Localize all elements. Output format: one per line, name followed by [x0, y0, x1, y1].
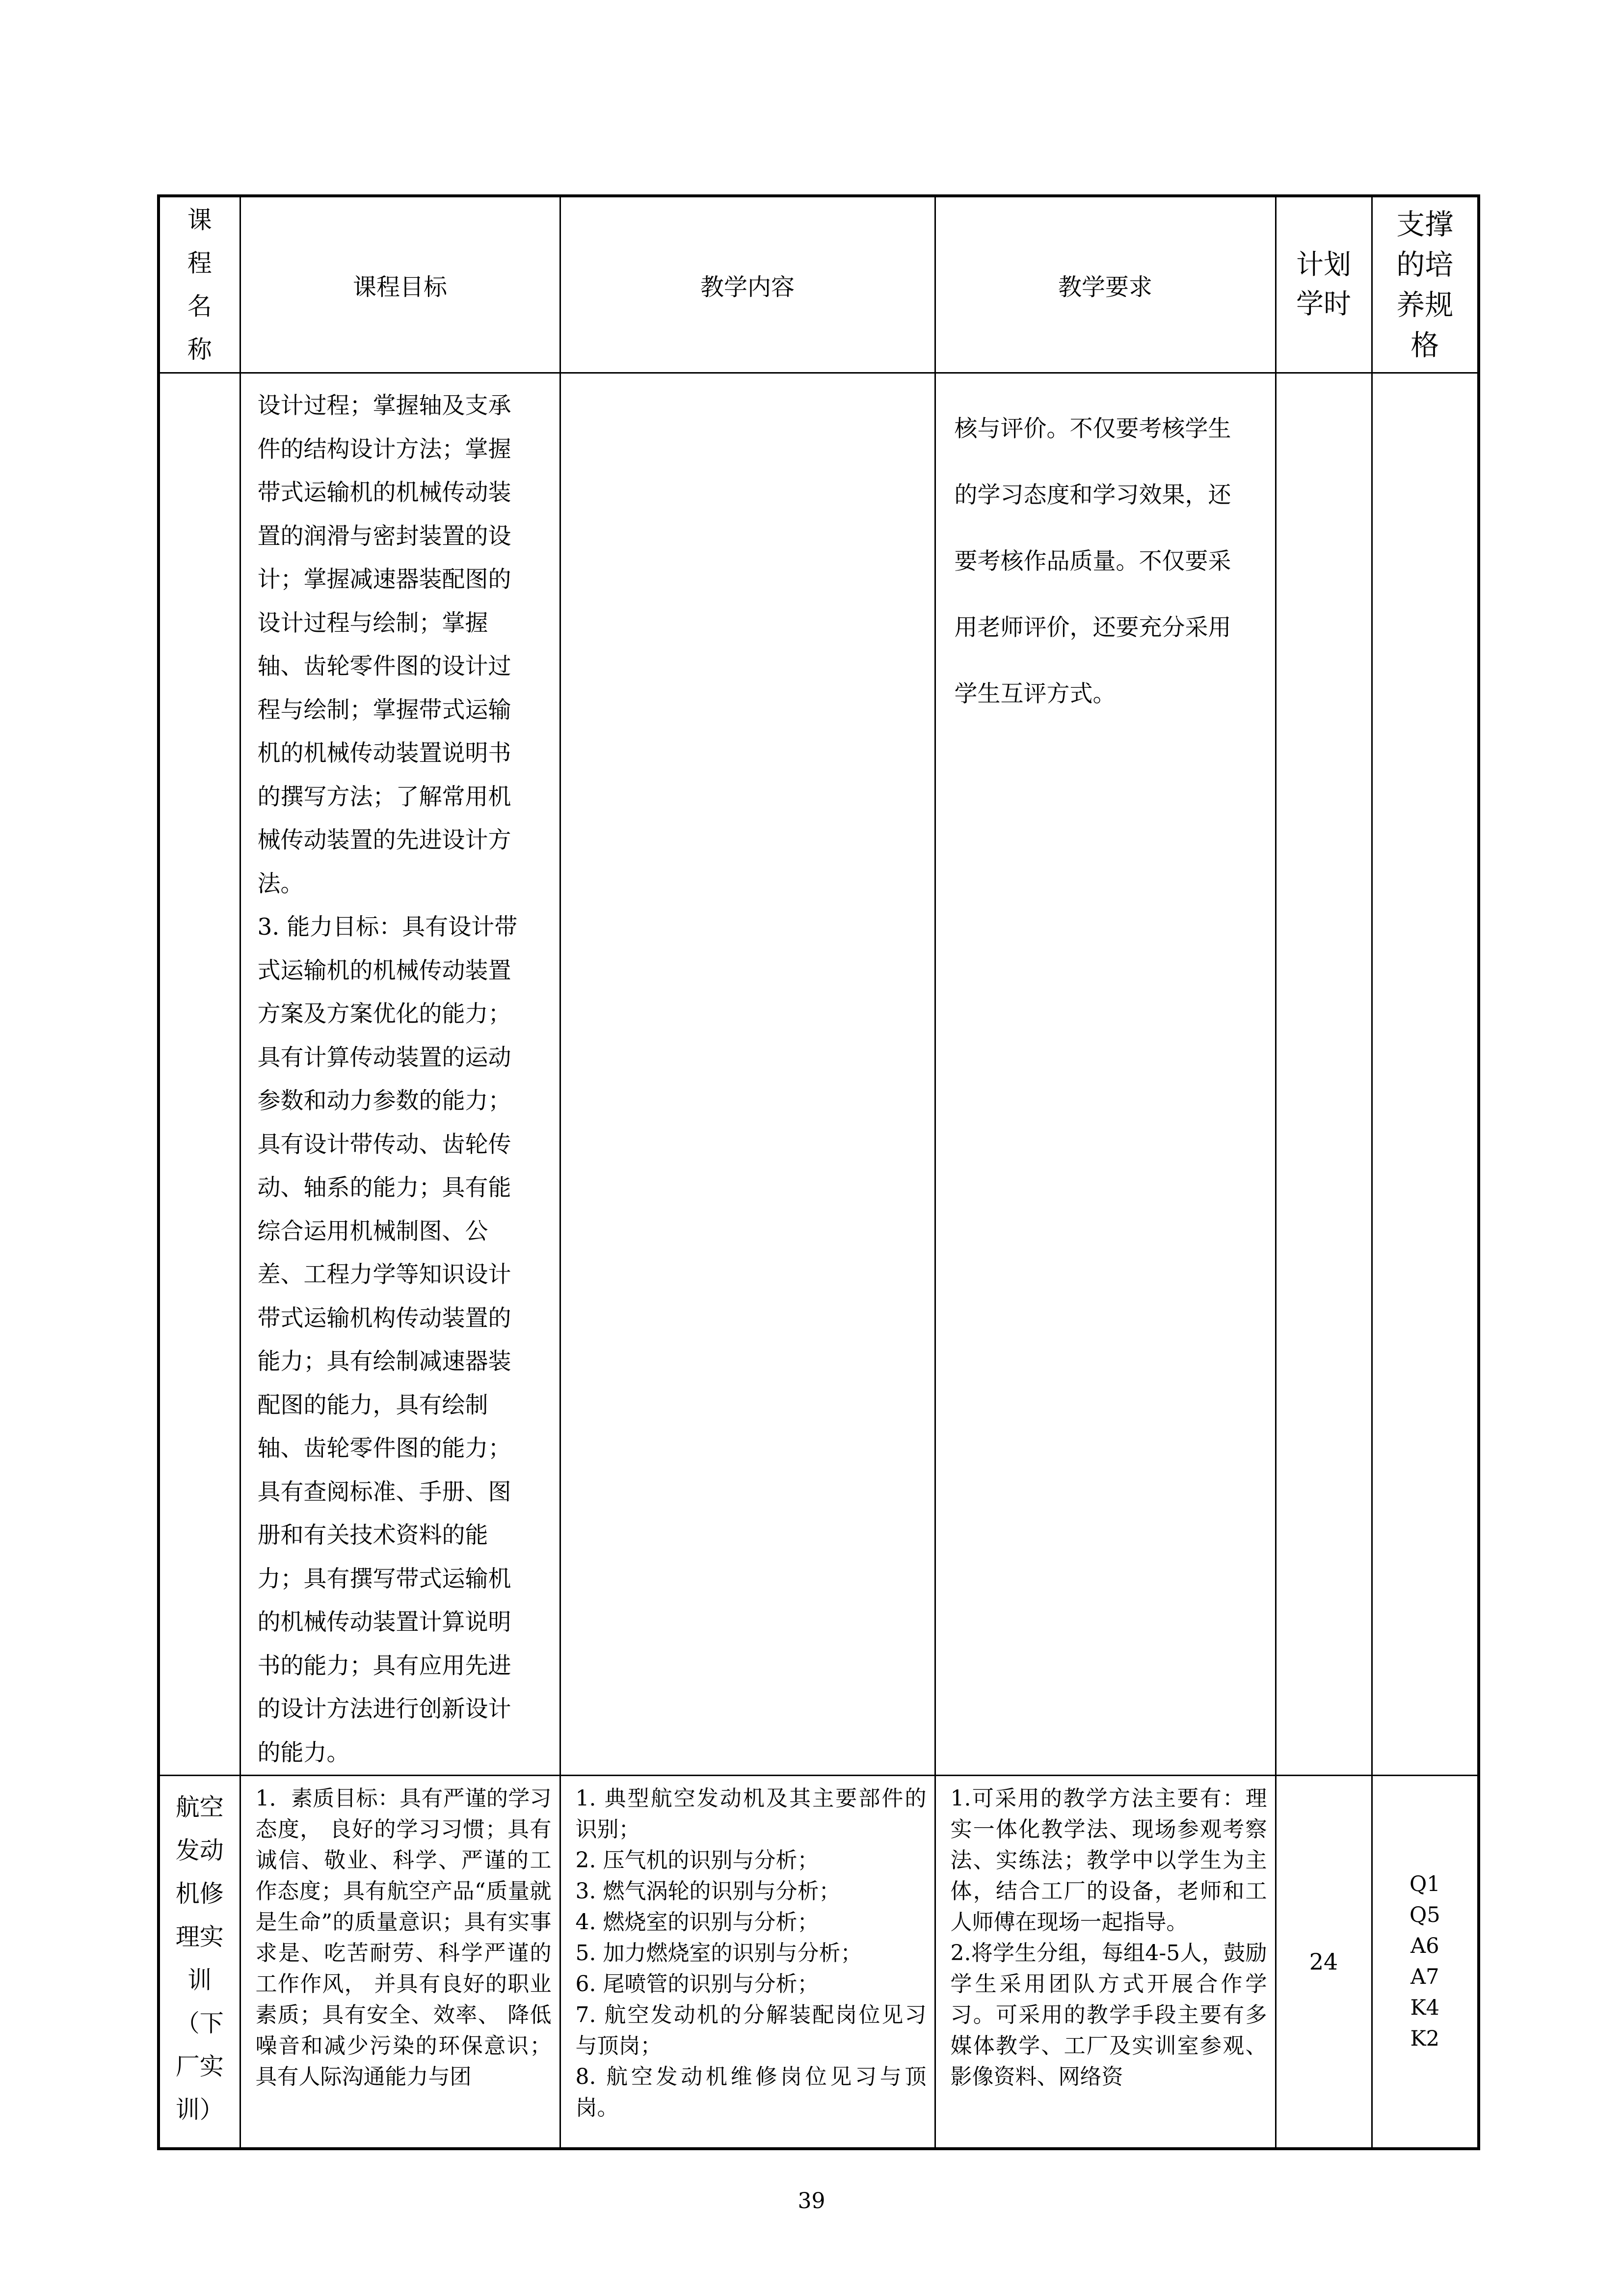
content-item: 6. 尾喷管的识别与分析；: [575, 1972, 819, 1997]
engine-goal-cell: [240, 1776, 560, 2149]
goal-line: 的机械传动装置计算说明: [257, 1609, 511, 1636]
page-number: 39: [798, 2188, 825, 2214]
requirement-item: 2.将学生分组，每组4-5人，鼓励学生采用团队方式开展合作学习。可采用的教学手段主要有多媒体教学、工厂及实训室参观、影像资料、网络资: [950, 1941, 1267, 2089]
requirement-line: 核与评价。不仅要考核学生: [954, 415, 1231, 442]
goal-line: 3. 能力目标：具有设计带: [257, 914, 518, 941]
goal-line: 书的能力；具有应用先进: [257, 1652, 511, 1679]
goal-line: 机的机械传动装置说明书: [257, 740, 511, 767]
engine-course-name-cell: [159, 1776, 240, 2149]
engine-goal-text: 1．素质目标：具有严谨的学习态度， 良好的学习习惯；具有诚信、敬业、科学、严谨的工作态度；具有航空产品“质量就是生命”的质量意识；具有实事求是、吃苦耐劳、科学严谨的工作作风， 并具有良好的职业素质；具有安全、效率、 降低噪音和减少污染的环保意识；具有人际沟通能力与团: [255, 1786, 552, 2089]
engine-content-cell: [560, 1776, 935, 2149]
goal-line: 带式运输机构传动装置的: [257, 1304, 511, 1332]
spec-code: Q5: [1409, 1903, 1440, 1927]
content-item: 3. 燃气涡轮的识别与分析；: [575, 1879, 841, 1904]
content-item: 5. 加力燃烧室的识别与分析；: [575, 1941, 862, 1966]
goal-line: 方案及方案优化的能力；: [257, 1000, 511, 1027]
engine-course-name: 航空发动机修理实训（下厂实训）: [175, 1793, 224, 2124]
continued-requirements-cell: [935, 373, 1276, 1776]
goal-line: 的设计方法进行创新设计: [257, 1696, 511, 1723]
requirement-line: 的学习态度和学习效果，还: [954, 482, 1231, 509]
continued-requirements-text: [936, 374, 1275, 716]
spec-code: Q1: [1409, 1872, 1440, 1896]
content-item: 8. 航空发动机维修岗位见习与顶岗。: [575, 2064, 927, 2120]
goal-line: 的能力。: [257, 1739, 350, 1766]
header-requirements-cell: [935, 196, 1276, 373]
goal-line: 力；具有撰写带式运输机: [257, 1565, 511, 1593]
header-teaching-requirements: 教学要求: [1058, 273, 1152, 301]
goal-line: 置的润滑与密封装置的设: [257, 522, 511, 550]
goal-line: 件的结构设计方法；掌握: [257, 435, 511, 463]
header-hours-cell: [1276, 196, 1372, 373]
engine-planned-hours: 24: [1309, 1948, 1338, 1975]
goal-line: 综合运用机械制图、公: [257, 1217, 488, 1245]
continued-content-cell: [560, 373, 935, 1776]
goal-line: 设计过程；掌握轴及支承: [257, 392, 511, 419]
course-table: [157, 194, 1480, 2150]
content-item: 1. 典型航空发动机及其主要部件的识别；: [575, 1786, 927, 1842]
header-content-cell: [560, 196, 935, 373]
goal-line: 具有设计带传动、齿轮传: [257, 1131, 511, 1158]
requirement-line: 学生互评方式。: [954, 680, 1116, 707]
header-supported-specs: 支撑的培养规格: [1396, 208, 1454, 362]
goal-line: 轴、齿轮零件图的设计过: [257, 653, 511, 680]
table-row-continued: [159, 373, 1479, 1776]
header-goal-cell: [240, 196, 560, 373]
requirement-line: 要考核作品质量。不仅要采: [954, 548, 1231, 575]
engine-specs-cell: [1372, 1776, 1479, 2149]
goal-line: 法。: [257, 870, 304, 897]
goal-line: 轴、齿轮零件图的能力；: [257, 1435, 511, 1462]
engine-content-list: [561, 1776, 934, 2127]
goal-line: 能力；具有绘制减速器装: [257, 1348, 511, 1375]
content-item: 2. 压气机的识别与分析；: [575, 1848, 819, 1873]
goal-line: 动、轴系的能力；具有能: [257, 1174, 511, 1201]
goal-line: 带式运输机的机械传动装: [257, 479, 511, 506]
continued-hours-cell: [1276, 373, 1372, 1776]
engine-hours-cell: [1276, 1776, 1372, 2149]
goal-line: 的撰写方法；了解常用机: [257, 783, 511, 810]
goal-line: 册和有关技术资料的能: [257, 1522, 488, 1549]
spec-code: A7: [1410, 1965, 1439, 1989]
header-course-goal: 课程目标: [352, 273, 447, 301]
requirement-line: 用老师评价，还要充分采用: [954, 614, 1231, 641]
goal-line: 具有计算传动装置的运动: [257, 1044, 511, 1071]
spec-code: A6: [1410, 1934, 1439, 1958]
spec-code: K4: [1410, 1996, 1439, 2020]
goal-line: 程与绘制；掌握带式运输: [257, 696, 511, 724]
engine-requirements-list: [936, 1776, 1275, 2096]
goal-line: 械传动装置的先进设计方: [257, 827, 511, 854]
goal-line: 差、工程力学等知识设计: [257, 1261, 511, 1288]
engine-supported-specs: [1373, 1776, 1478, 2147]
continued-specs-cell: [1372, 373, 1479, 1776]
goal-line: 计；掌握减速器装配图的: [257, 566, 511, 593]
continued-course-name-cell: [159, 373, 240, 1776]
table-row-engine-training: [159, 1776, 1479, 2149]
continued-goal-text: [241, 374, 559, 1775]
header-specs-cell: [1372, 196, 1479, 373]
header-planned-hours: 计划学时: [1296, 249, 1351, 320]
spec-code: K2: [1410, 2026, 1439, 2051]
continued-goal-cell: [240, 373, 560, 1776]
goal-line: 具有查阅标准、手册、图: [257, 1478, 511, 1506]
goal-line: 式运输机的机械传动装置: [257, 957, 511, 984]
goal-line: 配图的能力，具有绘制: [257, 1391, 488, 1419]
header-course-name: 课程名称: [187, 206, 212, 364]
requirement-item: 1.可采用的教学方法主要有：理实一体化教学法、现场参观考察法、实练法；教学中以学生为主体，结合工厂的设备，老师和工人师傅在现场一起指导。: [950, 1786, 1267, 1935]
engine-requirements-cell: [935, 1776, 1276, 2149]
header-row: [159, 196, 1479, 373]
goal-line: 参数和动力参数的能力；: [257, 1087, 511, 1114]
content-item: 4. 燃烧室的识别与分析；: [575, 1910, 819, 1935]
goal-line: 设计过程与绘制；掌握: [257, 609, 488, 637]
content-item: 7. 航空发动机的分解装配岗位见习与顶岗；: [575, 2002, 927, 2058]
header-course-name-cell: [159, 196, 240, 373]
header-teaching-content: 教学内容: [700, 273, 795, 301]
